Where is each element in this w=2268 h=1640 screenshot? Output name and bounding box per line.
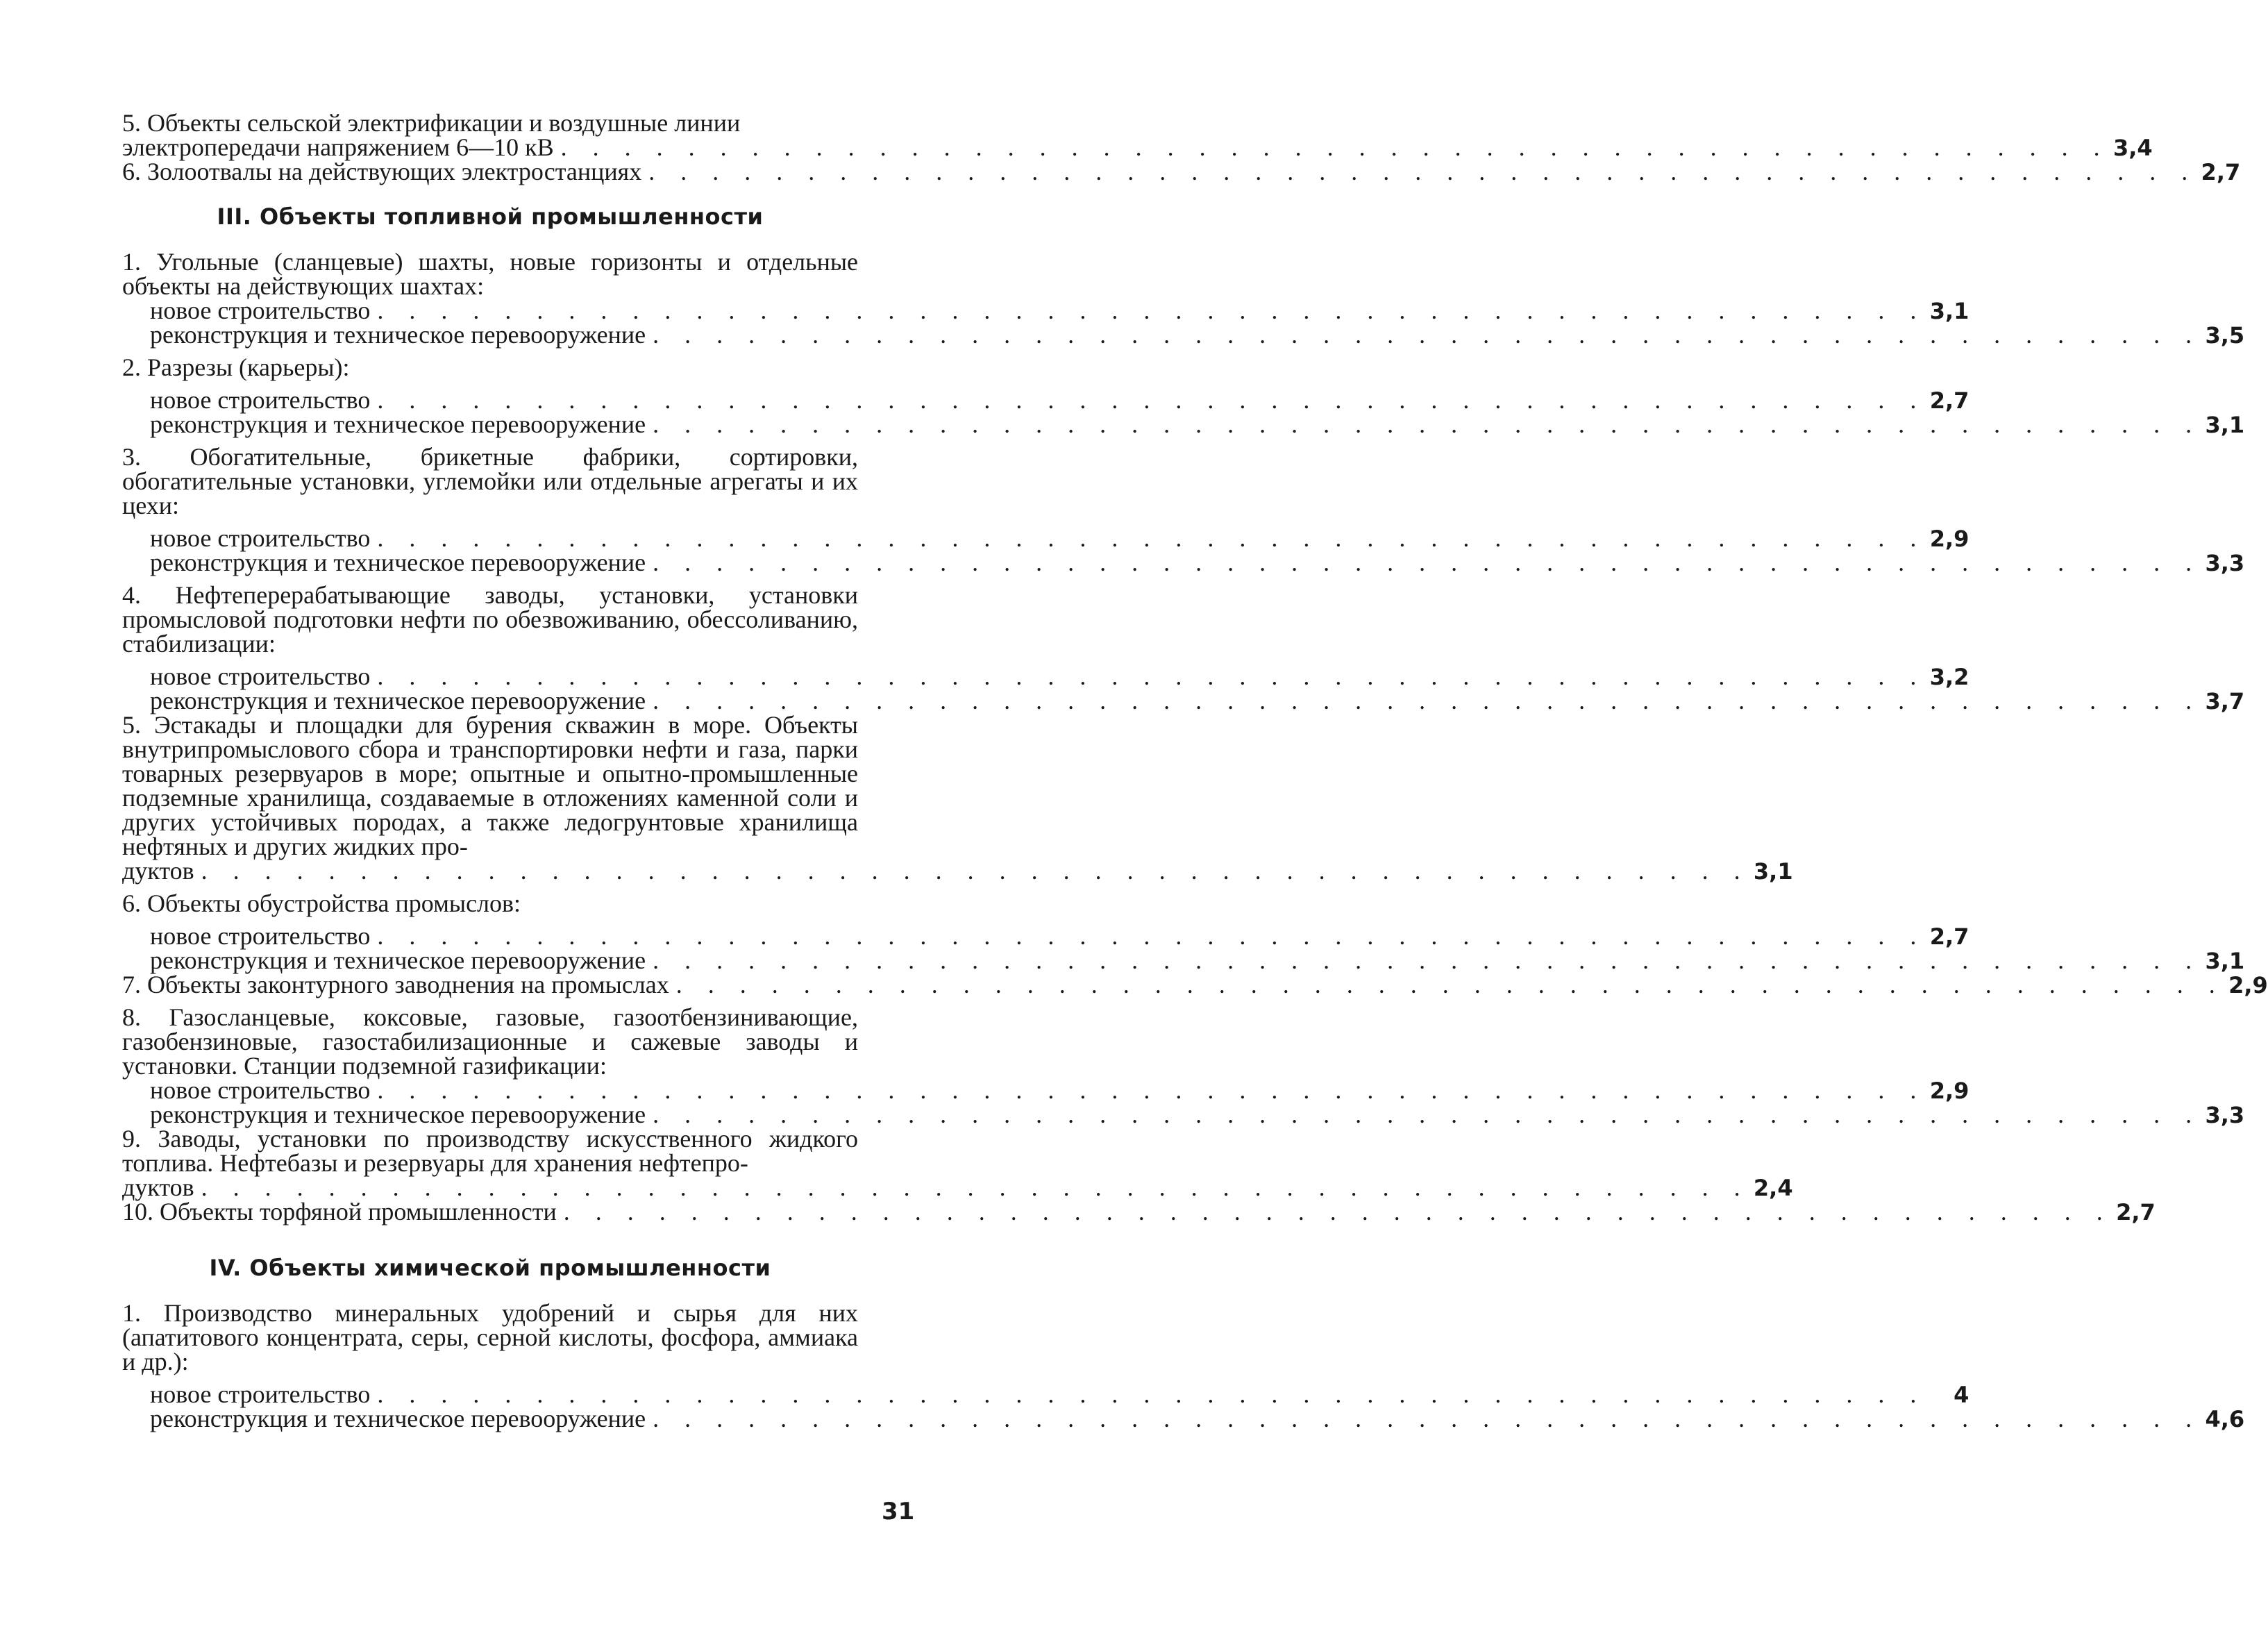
coefficient-value: 3,1 [1753, 858, 1793, 885]
coefficient-value: 3,1 [2205, 948, 2245, 974]
s3-item-6-text: 6. Объекты обустройства промыслов: [122, 889, 521, 917]
coefficient-value: 3,1 [1929, 298, 1969, 324]
s3-item-9-text: 9. Заводы, установки по производству искусственного жидкого топлива. Нефтебазы и резервуары для хранения нефтепро- [122, 1125, 858, 1177]
s3-item-5-row: дуктов . . . . . . . . . . . . . . . . . . . . . . . . . . . . . . . . . . . . . . . . . . . . . . . . . 3,1 [122, 857, 1793, 885]
s3-item-7-row: 7. Объекты законтурного заводнения на промыслах . . . . . . . . . . . . . . . . . . . . . . . . . . . . . . . . . . . . . . . . . . . . . . . . . 2,9 [122, 971, 2268, 998]
s3-item-4-rec: реконструкция и техническое перевооружение . . . . . . . . . . . . . . . . . . . . . . . . . . . . . . . . . . . . . . . . . . . . . . . . . 3,7 [150, 687, 2245, 714]
coefficient-value: 3,1 [2205, 412, 2245, 438]
s3-item-3-new: новое строительство . . . . . . . . . . . . . . . . . . . . . . . . . . . . . . . . . . . . . . . . . . . . . . . . . 2,9 [150, 524, 1969, 552]
s3-item-6-new: новое строительство . . . . . . . . . . . . . . . . . . . . . . . . . . . . . . . . . . . . . . . . . . . . . . . . . 2,7 [150, 922, 1969, 950]
page-number: 31 [882, 1498, 915, 1525]
section-3-heading: III. Объекты топливной промышленности [217, 203, 764, 230]
top-item-5-row: электропередачи напряжением 6—10 кВ . . . . . . . . . . . . . . . . . . . . . . . . . . . . . . . . . . . . . . . . . . . . . . . . . 3,4 [122, 133, 2153, 161]
coefficient-value: 2,7 [2116, 1199, 2156, 1225]
coefficient-value: 2,7 [2201, 159, 2241, 185]
s3-item-1-new: новое строительство . . . . . . . . . . . . . . . . . . . . . . . . . . . . . . . . . . . . . . . . . . . . . . . . . 3,1 [150, 296, 1969, 324]
s3-item-4-new: новое строительство . . . . . . . . . . . . . . . . . . . . . . . . . . . . . . . . . . . . . . . . . . . . . . . . . 3,2 [150, 662, 1969, 690]
s3-item-10-row: 10. Объекты торфяной промышленности . . . . . . . . . . . . . . . . . . . . . . . . . . . . . . . . . . . . . . . . . . . . . . . . . 2,7 [122, 1198, 2156, 1225]
s3-item-9-row: дуктов . . . . . . . . . . . . . . . . . . . . . . . . . . . . . . . . . . . . . . . . . . . . . . . . . 2,4 [122, 1173, 1793, 1201]
top-item-6-row: 6. Золоотвалы на действующих электростанциях . . . . . . . . . . . . . . . . . . . . . . . . . . . . . . . . . . . . . . . . . . . . . . . . . 2,7 [122, 158, 2241, 185]
s3-item-2-rec: реконструкция и техническое перевооружение . . . . . . . . . . . . . . . . . . . . . . . . . . . . . . . . . . . . . . . . . . . . . . . . . 3,1 [150, 410, 2245, 438]
coefficient-value: 4 [1954, 1382, 1969, 1408]
s3-item-8-text: 8. Газосланцевые, коксовые, газовые, газоотбензинивающие, газобензиновые, газостабилизационные и сажевые заводы и установки. Станции подземной газификации: [122, 1003, 858, 1080]
coefficient-value: 2,9 [1929, 526, 1969, 552]
coefficient-value: 2,9 [1929, 1078, 1969, 1104]
coefficient-value: 3,3 [2205, 550, 2245, 576]
s3-item-1-text: 1. Угольные (сланцевые) шахты, новые горизонты и отдельные объекты на действующих шахтах: [122, 248, 858, 300]
coefficient-value: 3,4 [2112, 135, 2153, 161]
s3-item-8-new: новое строительство . . . . . . . . . . . . . . . . . . . . . . . . . . . . . . . . . . . . . . . . . . . . . . . . . 2,9 [150, 1076, 1969, 1104]
s3-item-4-text: 4. Нефтеперерабатывающие заводы, установки, установки промысловой подготовки нефти по обезвоживанию, обессоливанию, стабилизации: [122, 581, 858, 658]
coefficient-value: 4,6 [2205, 1406, 2245, 1432]
coefficient-value: 2,4 [1753, 1175, 1793, 1201]
coefficient-value: 2,7 [1929, 923, 1969, 950]
coefficient-value: 3,2 [1929, 664, 1969, 690]
s3-item-2-text: 2. Разрезы (карьеры): [122, 353, 350, 381]
s3-item-6-rec: реконструкция и техническое перевооружение . . . . . . . . . . . . . . . . . . . . . . . . . . . . . . . . . . . . . . . . . . . . . . . . . 3,1 [150, 946, 2245, 974]
s4-item-1-text: 1. Производство минеральных удобрений и сырья для них (апатитового концентрата, серы, серной кислоты, фосфора, аммиака и др.): [122, 1299, 858, 1375]
coefficient-value: 3,3 [2205, 1102, 2245, 1128]
coefficient-value: 2,7 [1929, 387, 1969, 414]
s3-item-1-rec: реконструкция и техническое перевооружение . . . . . . . . . . . . . . . . . . . . . . . . . . . . . . . . . . . . . . . . . . . . . . . . . 3,5 [150, 321, 2245, 349]
s3-item-3-text: 3. Обогатительные, брикетные фабрики, сортировки, обогатительные установки, углемойки или отдельные агрегаты и их цехи: [122, 443, 858, 519]
s3-item-5-text: 5. Эстакады и площадки для бурения скважин в море. Объекты внутрипромыслового сбора и транспортировки нефти и газа, парки товарных резервуаров в море; опытные и опытно-промышленные подземные хранилища, создаваемые в отложениях каменной соли и других устойчивых породах, а также ледогрунтовые хранилища нефтяных и других жидких про- [122, 711, 858, 860]
s3-item-3-rec: реконструкция и техническое перевооружение . . . . . . . . . . . . . . . . . . . . . . . . . . . . . . . . . . . . . . . . . . . . . . . . . 3,3 [150, 549, 2245, 576]
page-content [122, 109, 2268, 1432]
top-item-5-text: 5. Объекты сельской электрификации и воздушные линии [122, 109, 741, 137]
coefficient-value: 3,5 [2205, 322, 2245, 349]
section-4-heading: IV. Объекты химической промышленности [209, 1255, 771, 1281]
s4-item-1-rec: реконструкция и техническое перевооружение . . . . . . . . . . . . . . . . . . . . . . . . . . . . . . . . . . . . . . . . . . . . . . . . . 4,6 [150, 1405, 2245, 1432]
s3-item-8-rec: реконструкция и техническое перевооружение . . . . . . . . . . . . . . . . . . . . . . . . . . . . . . . . . . . . . . . . . . . . . . . . . 3,3 [150, 1101, 2245, 1128]
coefficient-value: 3,7 [2205, 688, 2245, 714]
s4-item-1-new: новое строительство . . . . . . . . . . . . . . . . . . . . . . . . . . . . . . . . . . . . . . . . . . . . . . . . . 4 [150, 1380, 1969, 1408]
coefficient-value: 2,9 [2228, 972, 2268, 998]
s3-item-2-new: новое строительство . . . . . . . . . . . . . . . . . . . . . . . . . . . . . . . . . . . . . . . . . . . . . . . . . 2,7 [150, 386, 1969, 414]
